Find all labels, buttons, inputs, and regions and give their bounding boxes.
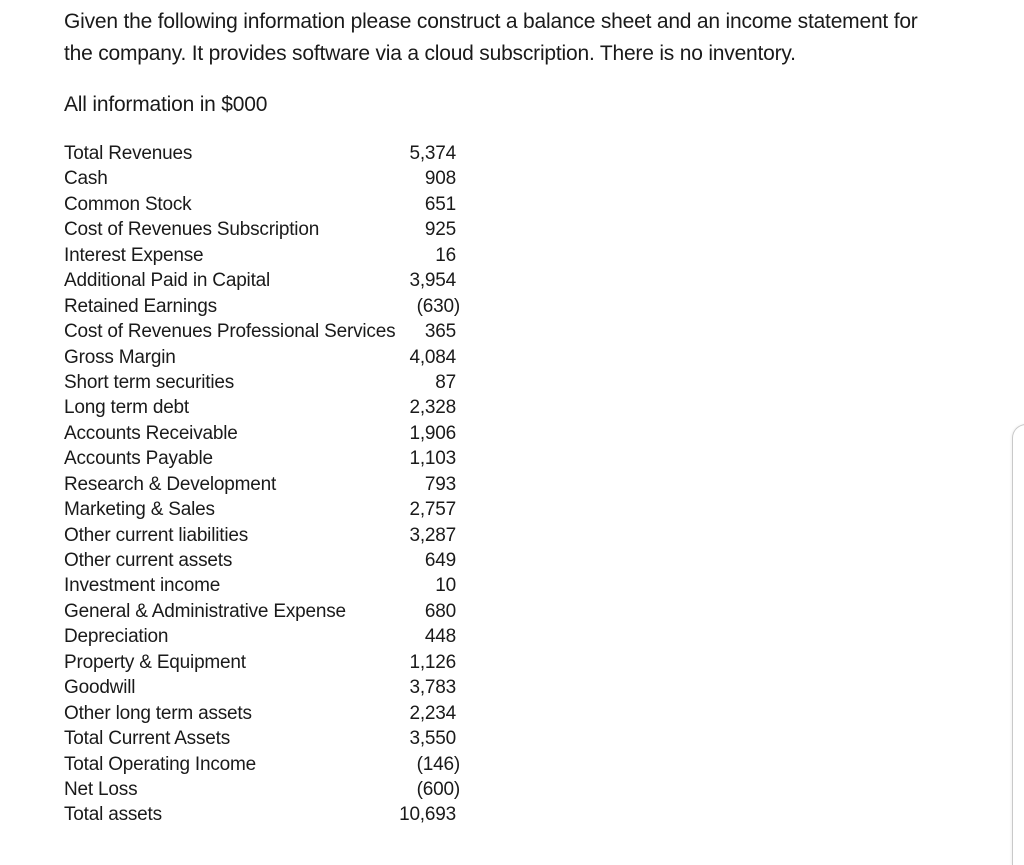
item-label: Total Revenues — [64, 143, 193, 164]
item-label: Investment income — [64, 575, 221, 597]
list-item — [64, 548, 484, 573]
list-item — [64, 599, 484, 624]
item-label: General & Administrative Expense — [64, 600, 346, 622]
item-value: 4,084 — [409, 346, 456, 368]
list-item — [64, 701, 484, 726]
item-value: 1,906 — [409, 422, 456, 444]
item-label: Net Loss — [64, 778, 138, 800]
item-label: Total Current Assets — [64, 728, 231, 750]
list-item — [64, 650, 484, 675]
item-label: Marketing & Sales — [64, 499, 215, 521]
list-item — [64, 166, 484, 191]
item-label: Property & Equipment — [64, 651, 246, 673]
item-label: Total Operating Income — [64, 753, 257, 775]
item-value: 793 — [424, 473, 456, 495]
list-item — [64, 624, 484, 649]
list-item — [64, 497, 484, 522]
item-value: 3,287 — [409, 524, 456, 546]
item-value: 5,374 — [409, 143, 456, 164]
item-label: Cost of Revenues Subscription — [64, 219, 320, 241]
list-item — [64, 472, 484, 497]
item-value: 908 — [424, 168, 456, 190]
list-item — [64, 192, 484, 217]
list-item — [64, 573, 484, 598]
item-value: 2,328 — [409, 397, 456, 419]
item-value: 3,550 — [409, 728, 456, 750]
item-value: 448 — [424, 626, 456, 648]
item-value: 16 — [435, 244, 456, 266]
item-label: Interest Expense — [64, 244, 204, 266]
item-value: 1,103 — [409, 448, 456, 470]
list-item — [64, 268, 484, 293]
item-value: 3,783 — [409, 677, 456, 699]
item-value: (630) — [416, 295, 460, 317]
list-item — [64, 319, 484, 344]
item-value: (146) — [416, 753, 460, 775]
side-panel-edge — [1012, 424, 1024, 865]
list-item — [64, 523, 484, 548]
units-note: All information in $000 — [64, 93, 268, 116]
list-item — [64, 243, 484, 268]
list-item — [64, 294, 484, 319]
item-value: 1,126 — [409, 651, 456, 673]
item-label: Depreciation — [64, 626, 169, 648]
item-value: 10 — [435, 575, 456, 597]
item-label: Goodwill — [64, 677, 136, 699]
list-item — [64, 345, 484, 370]
item-value: 365 — [424, 321, 456, 343]
intro-line-1: Given the following information please construct a balance sheet and an income statement for — [64, 10, 918, 33]
item-label: Other current liabilities — [64, 524, 249, 546]
intro-line-2: the company. It provides software via a cloud subscription. There is no inventory. — [64, 42, 796, 65]
item-value: 3,954 — [409, 270, 456, 292]
list-item — [64, 370, 484, 395]
item-label: Short term securities — [64, 371, 235, 393]
list-item — [64, 217, 484, 242]
item-value: 87 — [435, 371, 456, 393]
list-item — [64, 446, 484, 471]
item-label: Accounts Receivable — [64, 422, 238, 444]
intro-paragraph — [64, 6, 964, 70]
item-value: 10,693 — [399, 804, 456, 826]
item-value: (600) — [416, 778, 460, 800]
item-label: Gross Margin — [64, 346, 176, 368]
item-label: Cash — [64, 168, 108, 190]
item-label: Research & Development — [64, 473, 277, 495]
list-item — [64, 421, 484, 446]
item-label: Other current assets — [64, 550, 233, 571]
list-item — [64, 675, 484, 700]
item-label: Common Stock — [64, 193, 192, 215]
item-label: Additional Paid in Capital — [64, 270, 271, 292]
item-label: Total assets — [64, 804, 162, 826]
item-value: 925 — [424, 219, 456, 241]
item-label: Cost of Revenues Professional Services — [64, 321, 396, 343]
item-label: Long term debt — [64, 397, 190, 419]
list-item — [64, 395, 484, 420]
list-item — [64, 141, 484, 166]
item-value: 651 — [424, 193, 456, 215]
item-label: Other long term assets — [64, 702, 252, 724]
item-value: 649 — [424, 550, 456, 571]
financial-items-list — [64, 141, 484, 828]
list-item — [64, 777, 484, 802]
item-value: 2,234 — [409, 702, 456, 724]
item-value: 2,757 — [409, 499, 456, 521]
list-item — [64, 802, 484, 827]
item-label: Retained Earnings — [64, 295, 217, 317]
item-value: 680 — [424, 600, 456, 622]
list-item — [64, 726, 484, 751]
item-label: Accounts Payable — [64, 448, 213, 470]
list-item — [64, 752, 484, 777]
